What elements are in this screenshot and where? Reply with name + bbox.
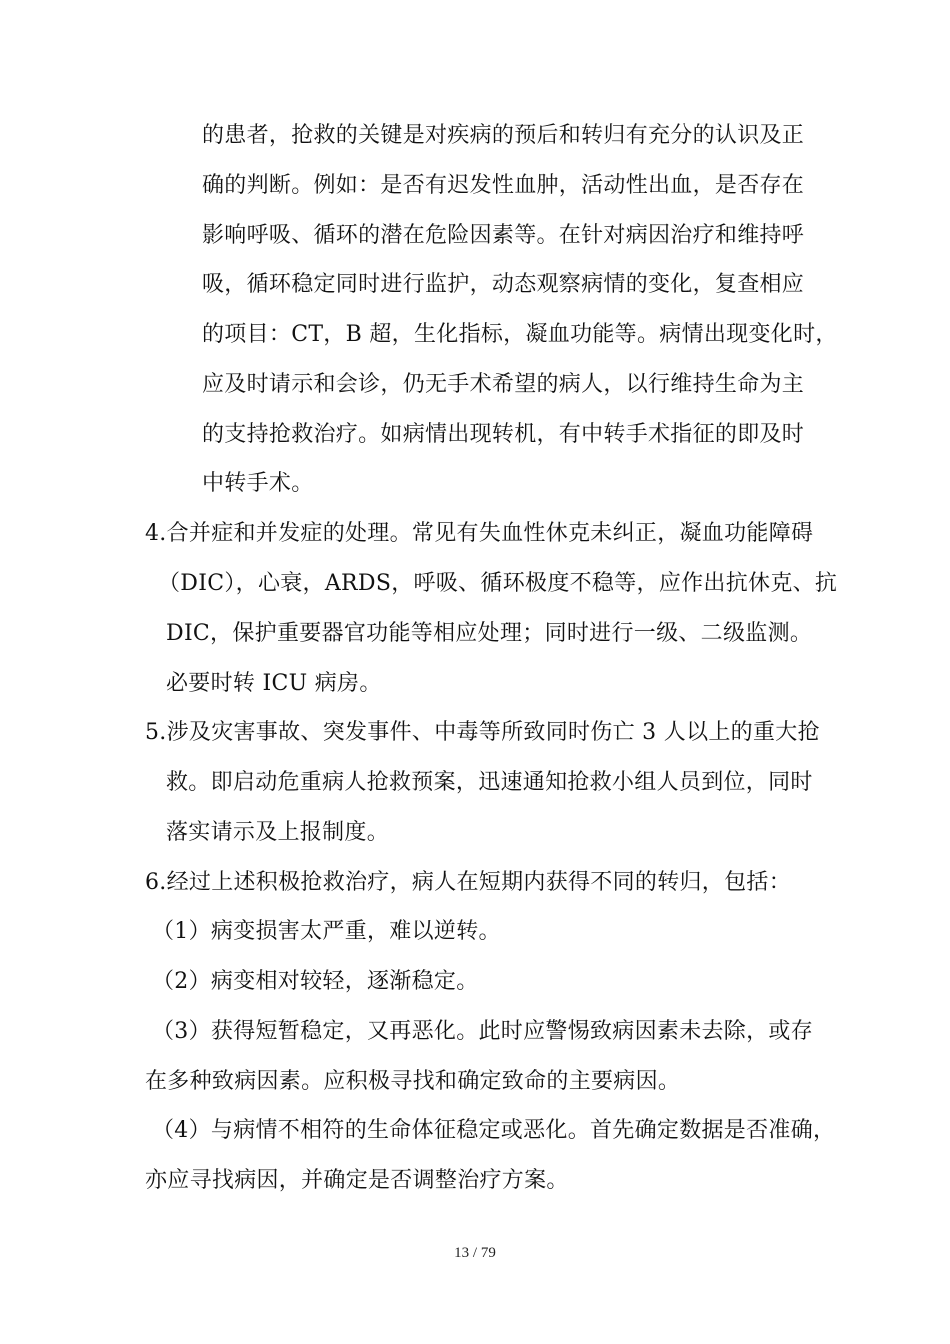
- sub-item-2: （2）病变相对较轻，逐渐稳定。: [152, 969, 479, 994]
- text-line: 应及时请示和会诊，仍无手术希望的病人，以行维持生命为主: [202, 372, 805, 397]
- text-line: 必要时转 ICU 病房。: [166, 671, 382, 696]
- text-line: 的支持抢救治疗。如病情出现转机，有中转手术指征的即及时: [202, 422, 805, 447]
- text-line: 吸，循环稳定同时进行监护，动态观察病情的变化，复查相应: [202, 272, 805, 297]
- text-line: 的患者，抢救的关键是对疾病的预后和转归有充分的认识及正: [202, 123, 805, 148]
- sub-item-4: （4）与病情不相符的生命体征稳定或恶化。首先确定数据是否准确，: [152, 1118, 836, 1143]
- text-line: DIC，保护重要器官功能等相应处理；同时进行一级、二级监测。: [166, 621, 813, 646]
- list-item-4: 4.合并症和并发症的处理。常见有失血性休克未纠正，凝血功能障碍: [145, 521, 814, 546]
- text-line: 确的判断。例如：是否有迟发性血肿，活动性出血，是否存在: [202, 173, 805, 198]
- list-item-5: 5.涉及灾害事故、突发事件、中毒等所致同时伤亡 3 人以上的重大抢: [145, 720, 820, 745]
- text-line: 影响呼吸、循环的潜在危险因素等。在针对病因治疗和维持呼: [202, 223, 805, 248]
- page-number: 13 / 79: [454, 1245, 496, 1261]
- text-line: 在多种致病因素。应积极寻找和确定致命的主要病因。: [145, 1069, 681, 1094]
- text-line: 亦应寻找病因，并确定是否调整治疗方案。: [145, 1168, 569, 1193]
- text-line: 的项目：CT，B 超，生化指标，凝血功能等。病情出现变化时，: [202, 322, 838, 347]
- text-line: 落实请示及上报制度。: [166, 820, 390, 845]
- text-line: 救。即启动危重病人抢救预案，迅速通知抢救小组人员到位，同时: [166, 770, 813, 795]
- list-item-6: 6.经过上述积极抢救治疗，病人在短期内获得不同的转归，包括：: [145, 870, 791, 895]
- text-line: （DIC），心衰，ARDS，呼吸、循环极度不稳等，应作出抗休克、抗: [158, 571, 838, 596]
- text-line: 中转手术。: [202, 471, 314, 496]
- sub-item-1: （1）病变损害太严重，难以逆转。: [152, 919, 501, 944]
- sub-item-3: （3）获得短暂稳定，又再恶化。此时应警惕致病因素未去除，或存: [152, 1019, 813, 1044]
